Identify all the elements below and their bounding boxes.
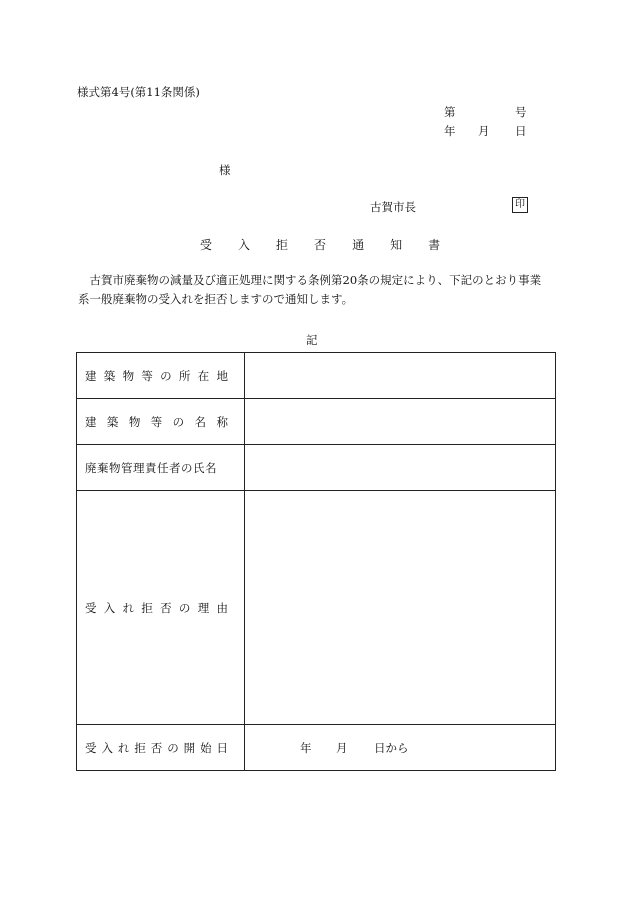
row-label-refusal-start-date: 受 入 れ 拒 否 の 開 始 日 bbox=[77, 725, 245, 771]
refusal-reason-field[interactable] bbox=[245, 491, 556, 725]
seal-mark: 印 bbox=[512, 197, 528, 213]
section-marker: 記 bbox=[306, 333, 318, 347]
document-number-prefix: 第 bbox=[444, 105, 456, 119]
table-row bbox=[77, 445, 556, 491]
title-char: 否 bbox=[314, 238, 353, 252]
start-date-day-from: 日から bbox=[374, 740, 409, 755]
issue-date-day: 日 bbox=[515, 124, 527, 138]
notice-body: 古賀市廃棄物の減量及び適正処理に関する条例第20条の規定により、下記のとおり事業系一般廃棄物の受入れを拒否しますので通知します。 bbox=[78, 273, 542, 306]
refusal-start-date-field[interactable] bbox=[245, 725, 556, 771]
document-title bbox=[200, 236, 466, 253]
row-label-location: 建 築 物 等 の 所 在 地 bbox=[77, 353, 245, 399]
table-row bbox=[77, 399, 556, 445]
start-date-month: 月 bbox=[336, 740, 348, 755]
form-number: 様式第4号(第11条関係) bbox=[77, 85, 200, 99]
document-number-suffix: 号 bbox=[515, 105, 527, 119]
issue-date-month: 月 bbox=[478, 124, 490, 138]
title-char: 拒 bbox=[276, 238, 315, 252]
location-field[interactable] bbox=[245, 353, 556, 399]
table-row bbox=[77, 491, 556, 725]
details-table bbox=[76, 352, 556, 771]
title-char: 受 bbox=[200, 238, 239, 252]
title-char: 入 bbox=[238, 238, 277, 252]
title-char: 書 bbox=[428, 238, 467, 252]
row-label-building-name: 建 築 物 等 の 名 称 bbox=[77, 399, 245, 445]
sender-name: 古賀市長 bbox=[370, 200, 416, 214]
start-date-year: 年 bbox=[300, 740, 312, 755]
addressee: 様 bbox=[219, 163, 231, 177]
table-row bbox=[77, 353, 556, 399]
issue-date bbox=[444, 123, 527, 139]
table-row bbox=[77, 725, 556, 771]
row-label-refusal-reason: 受 入 れ 拒 否 の 理 由 bbox=[77, 491, 245, 725]
building-name-field[interactable] bbox=[245, 399, 556, 445]
issue-date-year: 年 bbox=[444, 124, 456, 138]
manager-name-field[interactable] bbox=[245, 445, 556, 491]
title-char: 通 bbox=[352, 238, 391, 252]
row-label-manager-name: 廃棄物管理責任者の氏名 bbox=[77, 445, 245, 491]
title-char: 知 bbox=[390, 238, 429, 252]
